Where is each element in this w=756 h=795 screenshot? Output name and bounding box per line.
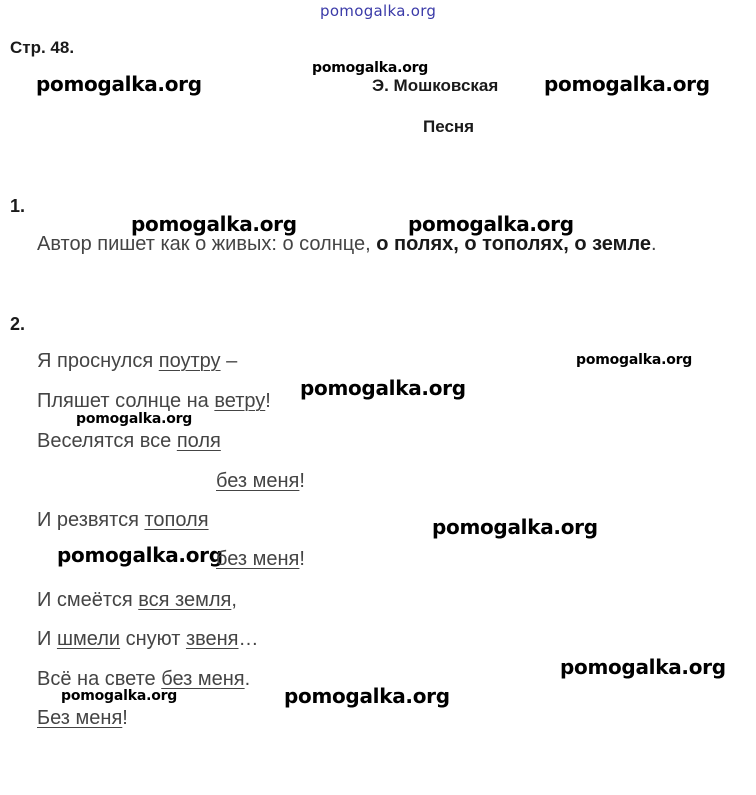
- poem-line: И шмели снуют звеня…: [37, 628, 259, 650]
- poem-line: Без меня!: [37, 707, 128, 729]
- underlined-word: вся земля: [138, 589, 232, 611]
- watermark: pomogalka.org: [76, 411, 193, 427]
- underlined-word: без меня: [161, 668, 245, 690]
- task-2-number: 2.: [10, 314, 26, 334]
- underlined-word: звеня: [185, 628, 239, 650]
- underlined-word: без меня: [216, 470, 300, 492]
- task-1-number: 1.: [10, 196, 26, 216]
- poem-line: Веселятся все поля: [37, 430, 221, 452]
- watermark: pomogalka.org: [544, 72, 710, 96]
- watermark: pomogalka.org: [131, 212, 297, 236]
- watermark: pomogalka.org: [36, 72, 202, 96]
- watermark: pomogalka.org: [300, 376, 466, 400]
- poem-line: без меня!: [216, 470, 305, 492]
- underlined-word: поля: [176, 430, 221, 452]
- poem-title: Песня: [423, 117, 475, 136]
- poem-author: Э. Мошковская: [372, 76, 499, 95]
- answer-end: .: [651, 233, 657, 255]
- poem-line: Всё на свете без меня.: [37, 668, 251, 690]
- answer-text: Автор пишет как о живых: о солнце,: [37, 233, 377, 255]
- watermark: pomogalka.org: [576, 352, 693, 368]
- poem-line: И резвятся тополя: [37, 509, 209, 531]
- poem-line: без меня!: [216, 548, 305, 570]
- watermark: pomogalka.org: [284, 684, 450, 708]
- watermark: pomogalka.org: [312, 60, 429, 76]
- task-1-answer: [37, 233, 657, 256]
- underlined-word: без меня: [216, 548, 300, 570]
- poem-line: Пляшет солнце на ветру!: [37, 390, 271, 412]
- underlined-word: шмели: [56, 628, 121, 650]
- answer-bold-text: о полях, о тополях, о земле: [376, 233, 652, 255]
- underlined-word: тополя: [144, 509, 209, 531]
- watermark-top: pomogalka.org: [320, 2, 437, 20]
- page-reference: Стр. 48.: [10, 38, 75, 57]
- underlined-word: Без меня: [37, 707, 123, 729]
- watermark: pomogalka.org: [560, 655, 726, 679]
- underlined-word: поутру: [158, 350, 221, 372]
- watermark: pomogalka.org: [432, 515, 598, 539]
- underlined-word: ветру: [214, 390, 266, 412]
- poem-line: И смеётся вся земля,: [37, 589, 237, 611]
- watermark: pomogalka.org: [408, 212, 574, 236]
- watermark: pomogalka.org: [61, 688, 178, 704]
- watermark: pomogalka.org: [57, 543, 223, 567]
- poem-line: Я проснулся поутру –: [37, 350, 238, 372]
